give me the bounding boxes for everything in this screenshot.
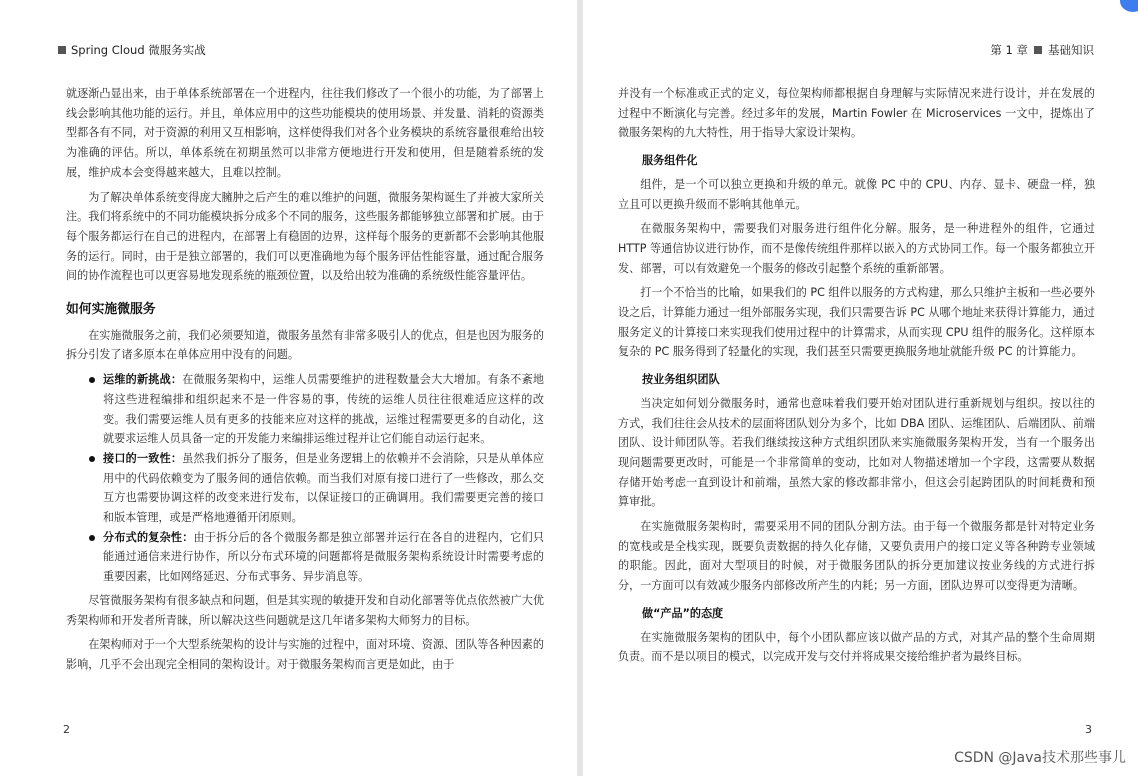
bullet-text: 在微服务架构中，运维人员需要维护的进程数量会大大增加。有条不紊地将这些进程编排和组织起来不是一件容易的事，传统的运维人员往往很难适应这样的改变。我们需要运维人员有更多的技能来应对这样的挑战，运维过程需要更多的自动化，这就要求运维人员具备一定的开发能力来编排运维过程并让它们能自动运行起来。 xyxy=(103,373,544,446)
subsection-heading: 按业务组织团队 xyxy=(642,373,720,387)
bullet-icon xyxy=(89,456,95,462)
left-page-header xyxy=(58,40,206,60)
list-item xyxy=(66,528,544,587)
paragraph: 组件，是一个可以独立更换和升级的单元。就像 PC 中的 CPU、内存、显卡、硬盘一样，独立且可以更换升级而不影响其他单元。 xyxy=(618,177,1095,211)
paragraph: 打一个不恰当的比喻，如果我们的 PC 组件以服务的方式构建，那么只维护主板和一些必要外设之后，计算能力通过一组外部服务实现，我们只需要告诉 PC 从哪个地址来获得计算能力，通过服务定义的计算接口来实现我们使用过程中的计算需求，从而实现 CPU 组件的服务化。这样原本复杂的 PC 服务得到了轻量化的实现，我们甚至只需要更换服务地址就能升级 PC 的计算能力。 xyxy=(618,286,1095,359)
bullet-title: 运维的新挑战： xyxy=(103,373,183,387)
floating-button[interactable] xyxy=(1120,0,1138,12)
bullet-text: 由于拆分后的各个微服务都是独立部署并运行在各自的进程内，它们只能通过通信来进行协作，所以分布式环境的问题都将是微服务架构系统设计时需要考虑的重要因素，比如网络延迟、分布式事务、异步消息等。 xyxy=(103,530,544,584)
paragraph: 在实施微服务架构的团队中，每个小团队都应该以做产品的方式，对其产品的整个生命周期负责。而不是以项目的模式，以完成开发与交付并将成果交接给维护者为最终目标。 xyxy=(618,630,1095,664)
list-item xyxy=(66,449,544,528)
subsection-heading: 做“产品”的态度 xyxy=(642,606,724,620)
list-item xyxy=(66,370,544,449)
square-icon xyxy=(58,46,66,54)
bullet-text: 虽然我们拆分了服务，但是业务逻辑上的依赖并不会消除，只是从单体应用中的代码依赖变为了服务间的通信依赖。而当我们对原有接口进行了一些修改，那么交互方也需要协调这样的改变来进行发布，以保证接口的正确调用。我们需要更完善的接口和版本管理，或是严格地遵循开闭原则。 xyxy=(103,451,544,525)
paragraph: 在实施微服务架构时，需要采用不同的团队分割方法。由于每一个微服务都是针对特定业务的宽栈或是全栈实现，既要负责数据的持久化存储，又要负责用户的接口定义等各种跨专业领域的职能。因此，面对大型项目的时候，对于微服务团队的拆分更加建议按业务线的方式进行拆分，一方面可以有效减少服务内部修改所产生的内耗；另一方面，团队边界可以变得更为清晰。 xyxy=(618,520,1095,593)
bullet-icon xyxy=(89,377,95,383)
subsection-heading: 服务组件化 xyxy=(642,154,698,168)
right-page-body xyxy=(618,84,1095,672)
book-title: Spring Cloud 微服务实战 xyxy=(71,43,206,57)
right-page-header xyxy=(990,40,1094,60)
challenge-list xyxy=(66,370,544,587)
bullet-title: 分布式的复杂性： xyxy=(103,530,194,544)
page-number: 3 xyxy=(1085,723,1092,736)
bullet-title: 接口的一致性： xyxy=(103,451,183,465)
square-icon xyxy=(1034,46,1042,54)
paragraph: 就逐渐凸显出来，由于单体系统部署在一个进程内，往往我们修改了一个很小的功能，为了部署上线会影响其他功能的运行。并且，单体应用中的这些功能模块的使用场景、并发量、消耗的资源类型都各有不同，对于资源的利用又互相影响，这样使得我们对各个业务模块的系统容量很难给出较为准确的评估。所以，单体系统在初期虽然可以非常方便地进行开发和使用，但是随着系统的发展，维护成本会变得越来越大，且难以控制。 xyxy=(66,87,544,179)
bullet-icon xyxy=(89,535,95,541)
paragraph: 在实施微服务之前，我们必须要知道，微服务虽然有非常多吸引人的优点，但是也因为服务的拆分引发了诸多原本在单体应用中没有的问题。 xyxy=(66,328,544,362)
page-number: 2 xyxy=(63,723,70,736)
paragraph: 在架构师对于一个大型系统架构的设计与实施的过程中，面对环境、资源、团队等各种因素的影响，几乎不会出现完全相同的架构设计。对于微服务架构而言更是如此，由于 xyxy=(66,638,544,671)
paragraph: 为了解决单体系统变得庞大臃肿之后产生的难以维护的问题，微服务架构诞生了并被大家所关注。我们将系统中的不同功能模块拆分成多个不同的服务，这些服务都能够独立部署和扩展。由于每个服务都运行在自己的进程内，在部署上有稳固的边界，这样每个服务的更新都不会影响其他服务的运行。同时，由于是独立部署的，我们可以更准确地为每个服务评估性能容量，通过配合服务间的协作流程也可以更容易地发现系统的瓶颈位置，以及给出较为准确的系统级性能容量评估。 xyxy=(66,190,544,283)
chapter-number: 第 1 章 xyxy=(990,43,1028,57)
right-page xyxy=(583,0,1138,776)
paragraph: 在微服务架构中，需要我们对服务进行组件化分解。服务，是一种进程外的组件，它通过 HTTP 等通信协议进行协作，而不是像传统组件那样以嵌入的方式协同工作。每一个服务都独立开发、部署，可以有效避免一个服务的修改引起整个系统的重新部署。 xyxy=(618,222,1095,275)
paragraph: 尽管微服务架构有很多缺点和问题，但是其实现的敏捷开发和自动化部署等优点依然被广大优秀架构师和开发者所青睐，所以解决这些问题就是这几年诸多架构大师努力的目标。 xyxy=(66,593,544,627)
paragraph: 并没有一个标准或正式的定义，每位架构师都根据自身理解与实际情况来进行设计，并在发展的过程中不断演化与完善。经过多年的发展，Martin Fowler 在 Microservices 一文中，提炼出了微服务架构的九大特性，用于指导大家设计架构。 xyxy=(618,87,1095,140)
watermark: CSDN @Java技术那些事儿 xyxy=(954,750,1126,766)
left-page-body xyxy=(66,84,544,680)
section-heading: 如何实施微服务 xyxy=(66,302,156,318)
paragraph: 当决定如何划分微服务时，通常也意味着我们要开始对团队进行重新规划与组织。按以往的方式，我们往往会从技术的层面将团队划分为多个，比如 DBA 团队、运维团队、后端团队、前端团队、设计师团队等。若我们继续按这种方式组织团队来实施微服务架构开发，当有一个服务出现问题需要更改时，可能是一个非常简单的变动，比如对人物描述增加一个字段，这需要从数据存储开始考虑一直到设计和前端，虽然大家的修改都非常小，但这会引起跨团队的时间耗费和预算审批。 xyxy=(618,396,1095,509)
chapter-title: 基础知识 xyxy=(1048,43,1094,57)
